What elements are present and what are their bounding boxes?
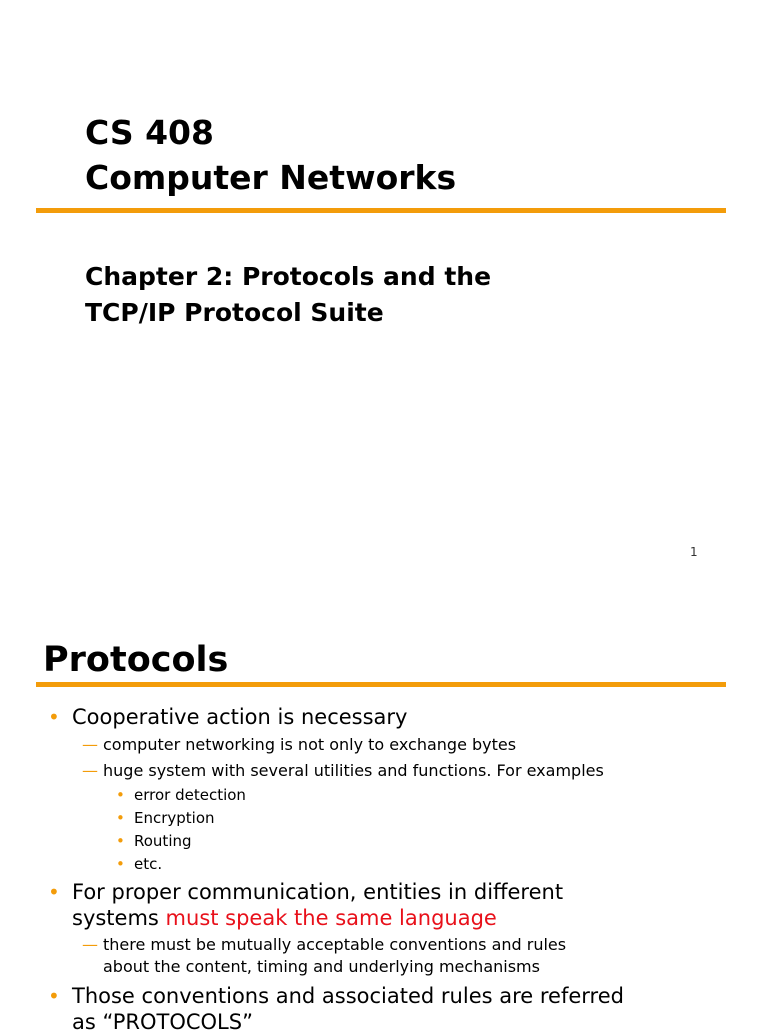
dash-icon: — [82, 935, 98, 954]
list-item-text: etc. [134, 855, 163, 873]
sub-bullet-text: huge system with several utilities and functions. For examples [103, 761, 604, 780]
sub-bullet-text-line2: about the content, timing and underlying mechanisms [103, 957, 540, 976]
bullet-text [72, 879, 563, 931]
bullet-icon: • [48, 984, 60, 1008]
bullet-text: Cooperative action is necessary [72, 705, 408, 729]
sub-bullet-text-line1: there must be mutually acceptable conventions and rules [103, 935, 567, 954]
list-item-text: Encryption [134, 809, 215, 827]
highlighted-text: must speak the same language [165, 906, 497, 930]
bullet-text-line2: as “PROTOCOLS” [72, 1010, 253, 1034]
chapter-title-line1: Chapter 2: Protocols and the [85, 262, 492, 291]
course-code: CS 408 [85, 113, 214, 152]
page-number: 1 [690, 545, 698, 559]
bullet-text [72, 983, 624, 1035]
bullet-icon: • [116, 809, 125, 827]
bullet-icon: • [116, 855, 125, 873]
dash-icon: — [82, 735, 98, 754]
dash-icon: — [82, 761, 98, 780]
list-item-text: Routing [134, 832, 192, 850]
bullet-icon: • [48, 705, 60, 729]
bullet-text-line1: Those conventions and associated rules are referred [72, 984, 624, 1008]
slide1-subtitle [85, 259, 491, 331]
chapter-title-line2: TCP/IP Protocol Suite [85, 298, 384, 327]
bullet-text-line1: For proper communication, entities in different [72, 880, 564, 904]
bullet-icon: • [116, 786, 125, 804]
sub-bullet-text: computer networking is not only to exchange bytes [103, 735, 517, 754]
list-item-text: error detection [134, 786, 246, 804]
title-divider [36, 208, 726, 213]
title-divider [36, 682, 726, 687]
slide2-title: Protocols [43, 640, 229, 680]
slide1-title [85, 110, 456, 200]
bullet-icon: • [116, 832, 125, 850]
bullet-text-line2-prefix: systems [72, 906, 166, 930]
sub-bullet-text [103, 934, 566, 978]
course-name: Computer Networks [85, 158, 457, 197]
bullet-icon: • [48, 880, 60, 904]
